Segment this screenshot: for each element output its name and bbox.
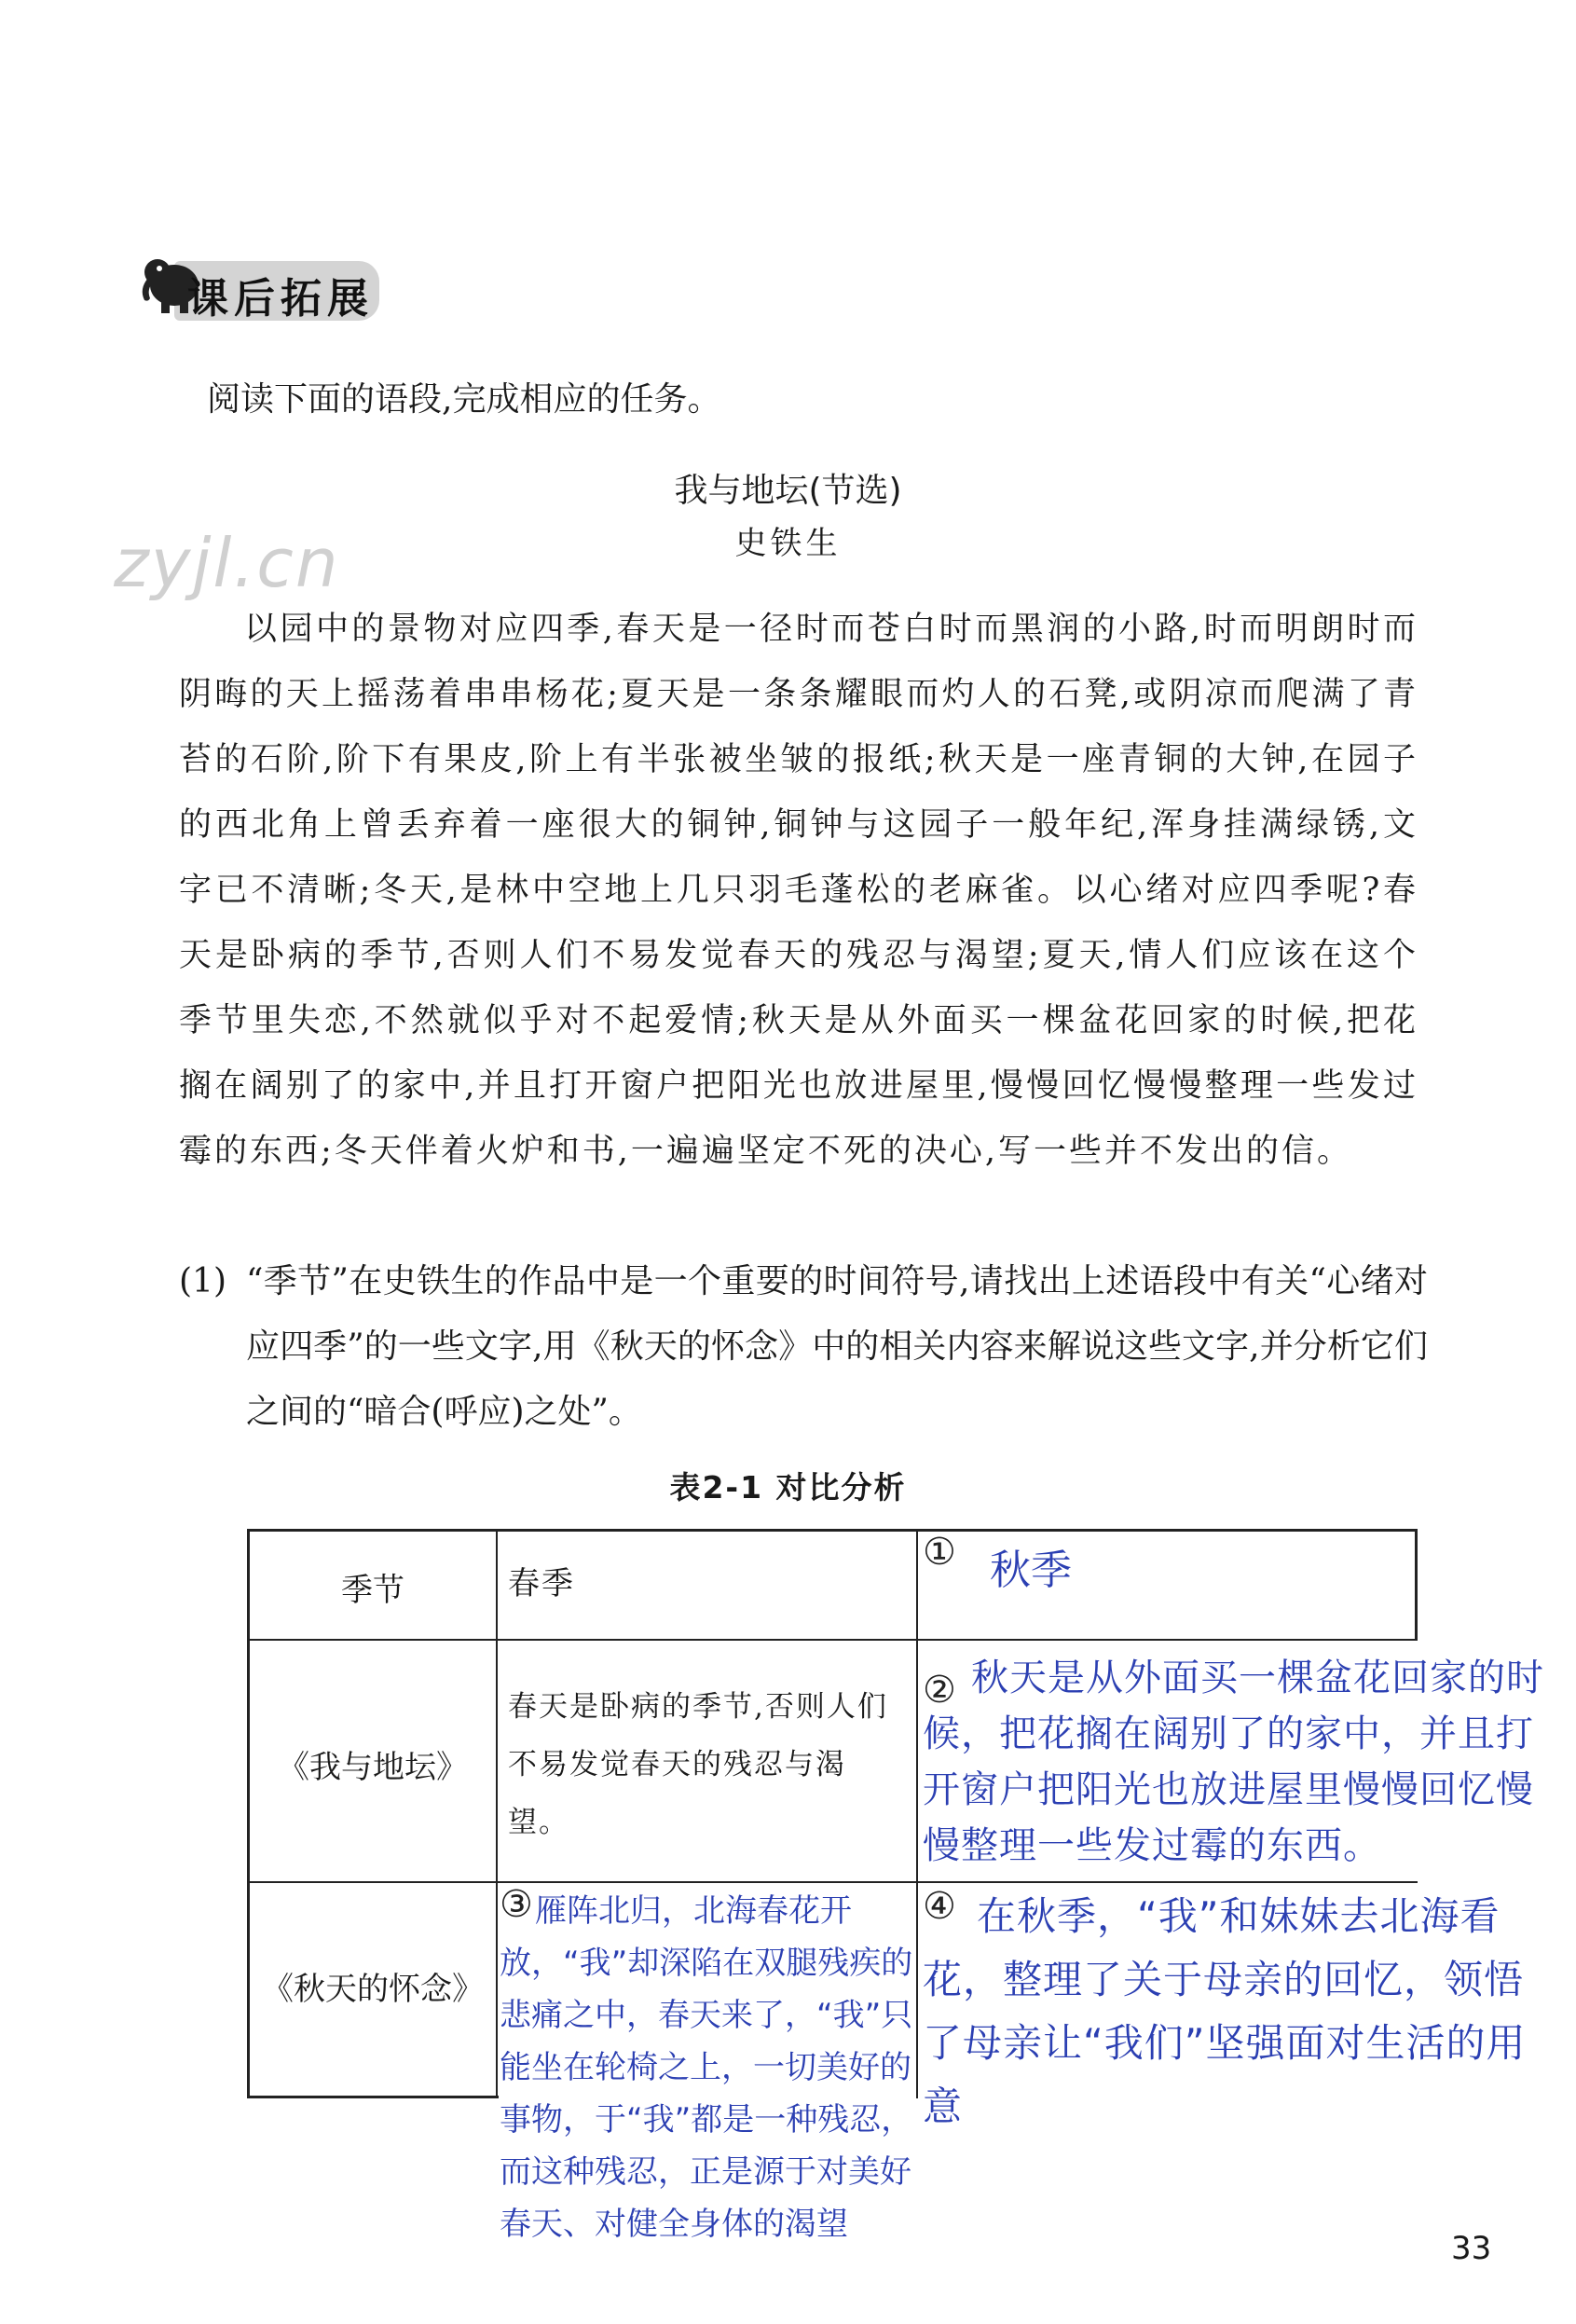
answer-3: 雁阵北归，北海春花开放，“我”却深陷在双腿残疾的悲痛之中，春天来了，“我”只能坐在轮椅之上，一切美好的事物，于“我”都是一种残忍，而这种残忍，正是源于对美好春天、对健全身体的渴望 [500,1892,913,2243]
question-1 [179,1249,1428,1445]
table-rule-1 [247,1639,1418,1641]
table-col-divider-1 [496,1529,498,2098]
question-number: (1) [179,1262,226,1300]
table-caption: 表2-1 对比分析 [669,1469,907,1506]
essay-title: 我与地坛(节选) [674,472,902,510]
row-label-qiutian: 《秋天的怀念》 [262,1971,484,2008]
essay-author: 史铁生 [734,525,842,562]
answer-2: 秋天是从外面买一棵盆花回家的时候，把花搁在阔别了的家中，并且打开窗户把阳光也放进屋里慢慢回忆慢慢整理一些发过霉的东西。 [923,1657,1544,1867]
answer-marker-3: ③ [500,1883,533,1926]
answer-4: 在秋季，“我”和妹妹去北海看花，整理了关于母亲的回忆，领悟了母亲让“我们”坚强面对生活的用意 [923,1893,1527,2129]
table-border-right [1415,1529,1418,1641]
section-header [135,244,379,321]
instruction-text: 阅读下面的语段,完成相应的任务。 [207,380,721,419]
spring-header-cell: 春季 [508,1565,575,1602]
row-label-ditan: 《我与地坛》 [278,1749,468,1786]
answer-marker-1: ① [923,1531,956,1574]
table-border-top [247,1529,1418,1532]
essay-passage [179,597,1418,1184]
row-label-season: 季节 [341,1572,404,1609]
section-title: 课后拓展 [187,275,374,323]
answer-marker-4: ④ [923,1885,956,1928]
table-rule-2 [247,1881,1418,1883]
essay-paragraph: 以园中的景物对应四季,春天是一径时而苍白时而黑润的小路,时而明朗时而阴晦的天上摇荡着串串杨花;夏天是一条条耀眼而灼人的石凳,或阴凉而爬满了青苔的石阶,阶下有果皮,阶上有半张被坐皱的报纸;秋天是一座青铜的大钟,在园子的西北角上曾丢弃着一座很大的铜钟,铜钟与这园子一般年纪,浑身挂满绿锈,文字已不清晰;冬天,是林中空地上几只羽毛蓬松的老麻雀。以心绪对应四季呢?春天是卧病的季节,否则人们不易发觉春天的残忍与渴望;夏天,情人们应该在这个季节里失恋,不然就似乎对不起爱情;秋天是从外面买一棵盆花回家的时候,把花搁在阔别了的家中,并且打开窗户把阳光也放进屋里,慢慢回忆慢慢整理一些发过霉的东西;冬天伴着火炉和书,一遍遍坚定不死的决心,写一些并不发出的信。 [179,611,1418,1170]
table-border-bottom [247,2096,499,2098]
question-text: “季节”在史铁生的作品中是一个重要的时间符号,请找出上述语段中有关“心绪对应四季”的一些文字,用《秋天的怀念》中的相关内容来解说这些文字,并分析它们之间的“暗合(呼应)之处”。 [246,1262,1428,1431]
watermark: zyjl.cn [114,524,340,602]
spring-ditan-cell: 春天是卧病的季节,否则人们不易发觉春天的残忍与渴望。 [508,1690,888,1839]
answer-marker-2: ② [923,1669,956,1712]
answer-1: 秋季 [990,1547,1072,1594]
table-border-left [247,1529,250,2098]
page-number: 33 [1451,2230,1492,2267]
